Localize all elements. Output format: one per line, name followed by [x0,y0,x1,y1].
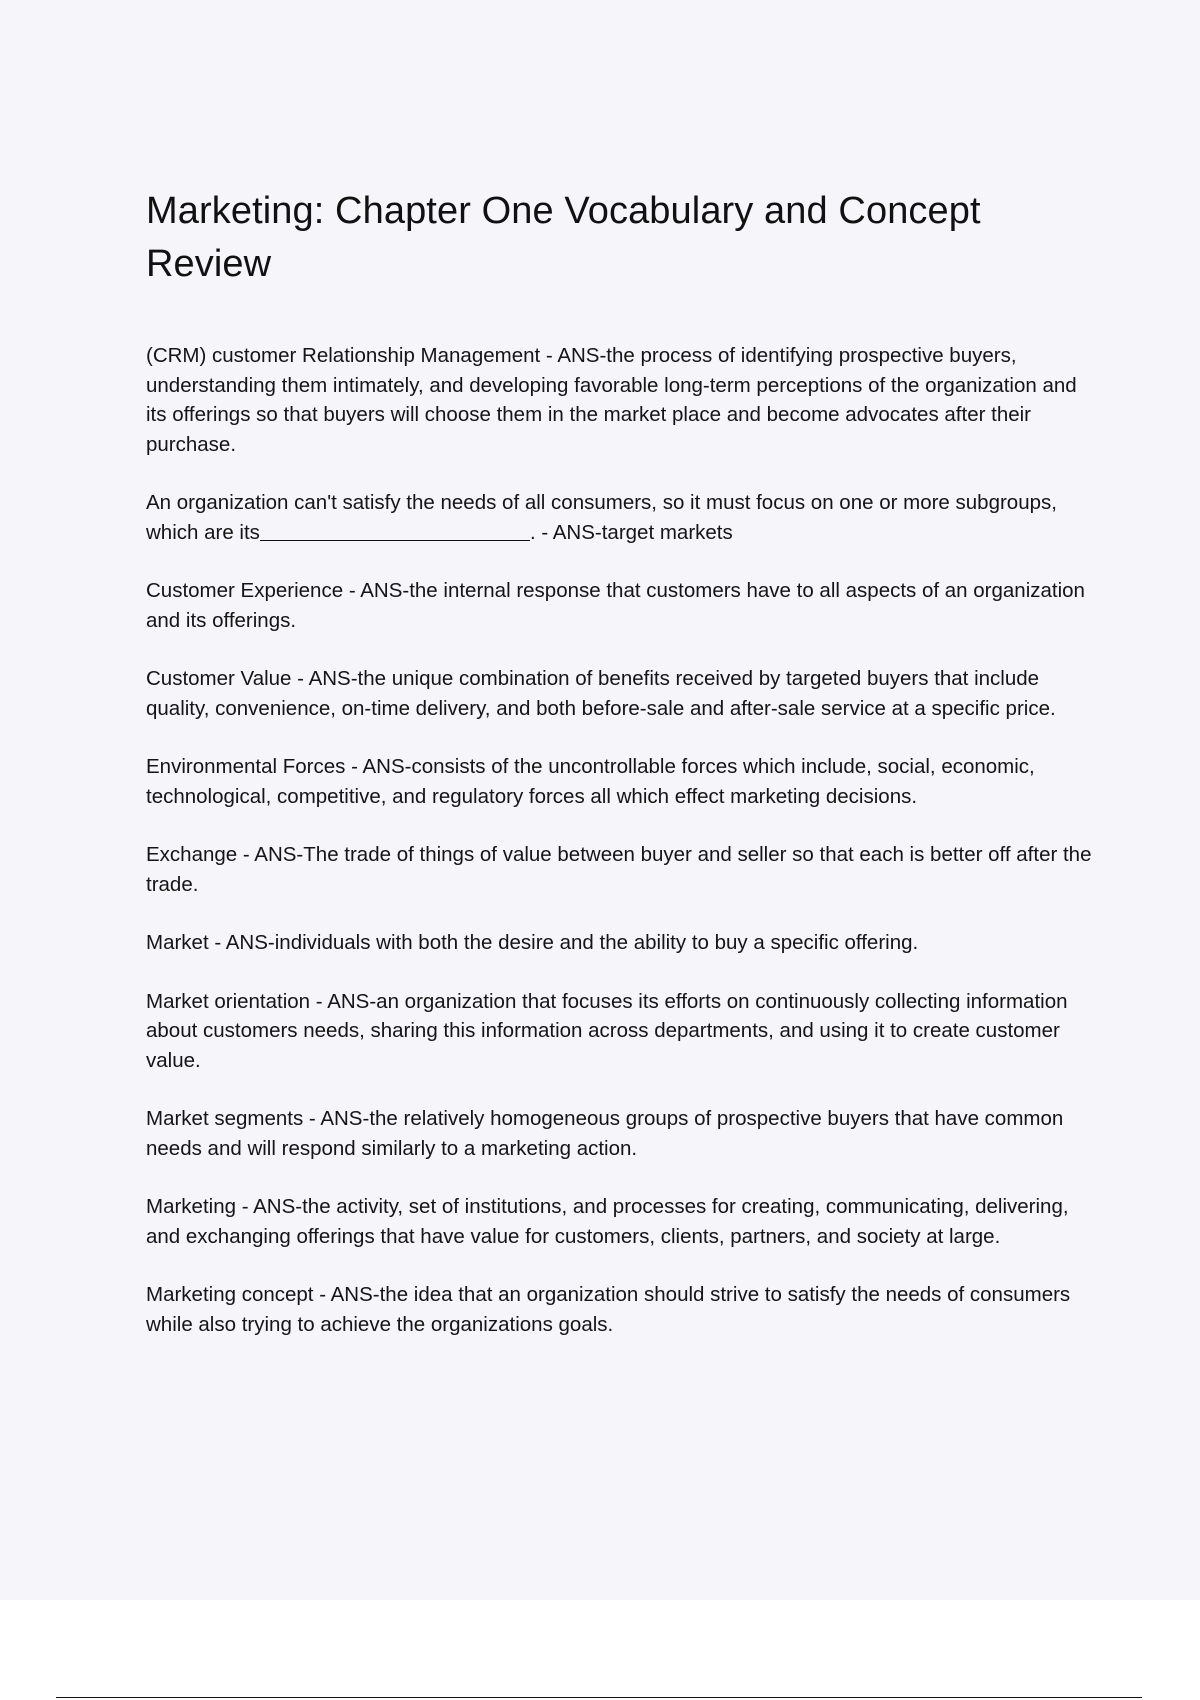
entry-separator: - [313,1283,331,1306]
entry-separator: - [303,1107,321,1130]
document-body [146,185,1096,1368]
entry-term: (CRM) customer Relationship Management [146,344,541,367]
entry-separator: - [345,755,363,778]
entry-exchange [146,840,1096,899]
entry-customer-experience [146,576,1096,635]
entry-term: An organization can't satisfy the needs of all consumers, so it must focus on one or more subgroups, which are its [146,491,1057,544]
entry-definition: the unique combination of benefits received by targeted buyers that include quality, convenience, on-time delivery, and both before-sale and after-sale service at a specific price. [146,667,1056,720]
entry-definition: the activity, set of institutions, and processes for creating, communicating, delivering, and exchanging offerings that have value for customers, clients, partners, and society at large. [146,1195,1069,1248]
entry-marketing-concept [146,1280,1096,1339]
page-title: Marketing: Chapter One Vocabulary and Concept Review [146,190,981,285]
entry-definition: individuals with both the desire and the ability to buy a specific offering. [274,931,919,954]
entry-market [146,928,1096,958]
answer-prefix: ANS- [552,520,602,544]
entry-term: Market orientation [146,989,311,1013]
entry-term: Environmental Forces [146,755,346,778]
answer-prefix: ANS- [362,755,412,778]
answer-prefix: ANS- [254,843,304,866]
entry-term: Exchange [146,843,238,866]
answer-prefix: ANS- [320,1107,370,1130]
entry-term: Customer Value [146,667,292,690]
entry-customer-value [146,664,1096,723]
answer-prefix: ANS- [330,1283,380,1306]
entry-marketing [146,1192,1096,1251]
entry-definition: the internal response that customers have to all aspects of an organization and its offerings. [146,579,1085,632]
entry-market-segments [146,1104,1096,1163]
entry-term-end: . [529,520,536,544]
entry-term: Market segments [146,1107,304,1130]
entry-term: Marketing [146,1195,237,1218]
entry-separator: - [291,667,309,690]
answer-prefix: ANS- [225,931,275,954]
entry-target-markets [146,488,1096,547]
entry-environmental-forces [146,752,1096,811]
entry-separator: - [310,989,328,1013]
entry-definition: the idea that an organization should strive to satisfy the needs of consumers while also trying to achieve the organizations goals. [146,1283,1071,1336]
answer-prefix: ANS- [253,1195,303,1218]
answer-prefix: ANS- [360,579,410,602]
entry-separator: - [208,931,226,954]
entry-term: Customer Experience [146,579,344,602]
entry-definition: the relatively homogeneous groups of prospective buyers that have common needs and will respond similarly to a marketing action. [146,1107,1064,1160]
entry-definition: an organization that focuses its efforts on continuously collecting information about customers needs, sharing this information across departments, and using it to create customer value. [146,989,1068,1072]
entry-crm [146,341,1096,459]
entry-separator: - [237,843,255,866]
entry-definition: The trade of things of value between buyer and seller so that each is better off after the trade. [146,843,1092,896]
entry-term: Market [146,931,209,954]
fill-in-blank [260,539,530,541]
entry-separator: - [236,1195,254,1218]
entry-separator: - [535,520,553,544]
answer-prefix: ANS- [557,344,607,367]
entry-definition: the process of identifying prospective buyers, understanding them intimately, and developing favorable long-term perceptions of the organization and its offerings so that buyers will choose them in the market place and become advocates after their purchase. [146,344,1077,456]
entry-separator: - [343,579,361,602]
entry-definition: target markets [601,520,733,544]
answer-prefix: ANS- [327,989,377,1013]
entry-separator: - [540,344,558,367]
entry-definition: consists of the uncontrollable forces which include, social, economic, technological, competitive, and regulatory forces all which effect marketing decisions. [146,755,1035,808]
entry-term: Marketing concept [146,1283,314,1306]
entry-market-orientation [146,987,1096,1076]
footer-divider [56,1697,1142,1698]
answer-prefix: ANS- [308,667,358,690]
